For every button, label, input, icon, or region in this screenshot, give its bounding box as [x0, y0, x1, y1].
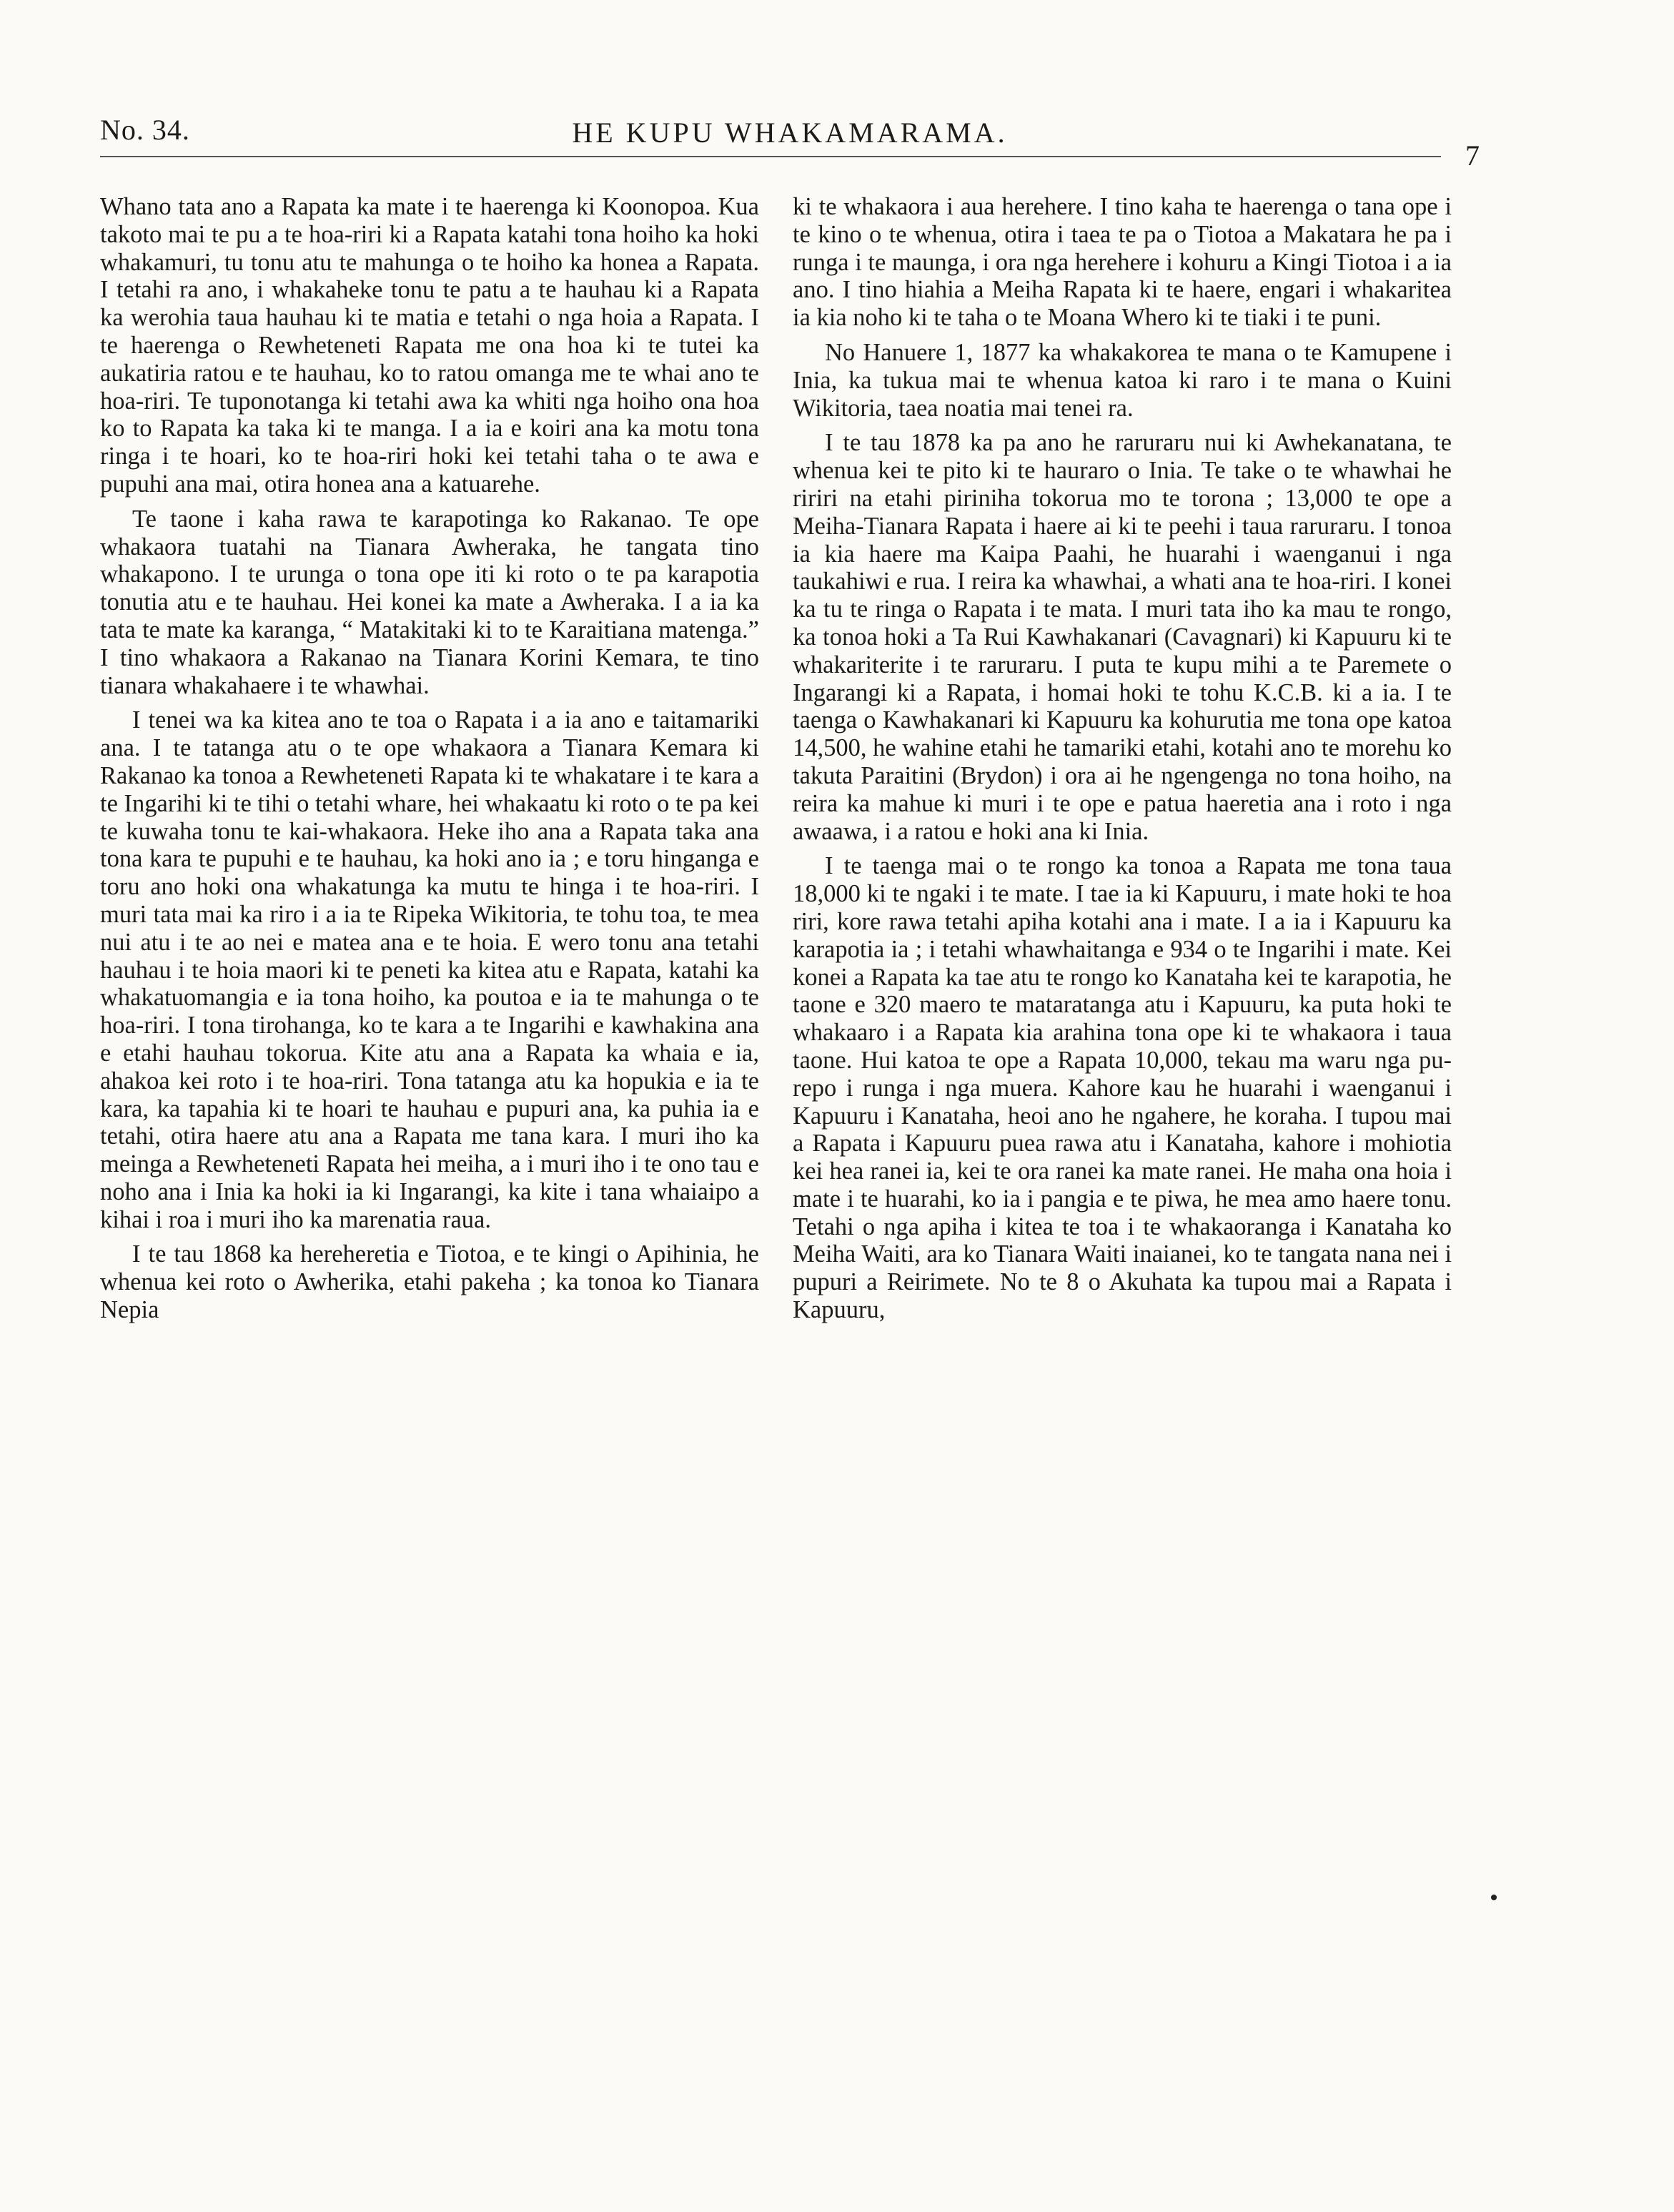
right-column: [793, 193, 1452, 1331]
paragraph: I te taenga mai o te rongo ka tonoa a Rapata me tona taua 18,000 ki te ngaki i te mate. I tae ia ki Kapuuru, i mate hoki te hoa riri, kore rawa tetahi apiha kotahi ana i mate. I a ia i Kapuuru ka karapotia ia ; i tetahi whawhaitanga e 934 o te Ingarihi i mate. Kei konei a Rapata ka tae atu te rongo ko Kanataha kei te karapotia, he taone e 320 maero te mataratanga atu i Kapuuru, ka puta hoki te whakaaro i a Rapata kia arahina tona ope ki te whakaora i taua taone. Hui katoa te ope a Rapata 10,000, tekau ma waru nga pu-repo i runga i nga muera. Kahore kau he huarahi i waenganui i Kapuuru i Kanataha, heoi ano he ngahere, he koraha. I tupou mai a Rapata i Kapuuru puea rawa atu i Kanataha, kahore i mohiotia kei hea ranei ia, kei te ora ranei ka mate ranei. He maha ona hoia i mate i te huarahi, ko ia i pangia e te piwa, he mea amo haere tonu. Tetahi o nga apiha i kitea te toa i te whakaoranga i Kanataha ko Meiha Waiti, ara ko Tianara Waiti inaianei, ko te tangata nana nei i pupuri a Reirimete. No te 8 o Akuhata ka tupou mai a Rapata i Kapuuru,: [793, 852, 1452, 1324]
issue-number: No. 34.: [100, 114, 190, 146]
paragraph: Whano tata ano a Rapata ka mate i te haerenga ki Koonopoa. Kua takoto mai te pu a te hoa-riri ki a Rapata katahi tona hoiho ka hoki whakamuri, tu tonu atu te mahunga o te hoiho ka honea a Rapata. I tetahi ra ano, i whakaheke tonu te patu a te hauhau ki a Rapata ka werohia taua hauhau ki te matia e tetahi o nga hoia a Rapata. I te haerenga o Rewheteneti Rapata me ona hoa ki te tutei ka aukatiria ratou e te hauhau, ko to ratou omanga me te whai ano te hoa-riri. Te tuponotanga ki tetahi awa ka whiti nga hoiho ona hoa ko to Rapata ka taka ki te manga. I a ia e koiri ana ka motu tona ringa i te hoari, ko te hoa-riri hoki kei tetahi taha o te awa e pupuhi ana mai, otira honea ana a katuarehe.: [100, 193, 759, 498]
paragraph: I te tau 1878 ka pa ano he raruraru nui ki Awhekanatana, te whenua kei te pito ki te hauraro o Inia. Te take o te whawhai he ririri na etahi piriniha tokorua mo te torona ; 13,000 te ope a Meiha-Tianara Rapata i haere ai ki te peehi i taua raruraru. I tonoa ia kia haere ma Kaipa Paahi, he huarahi i waenganui i nga taukahiwi e rua. I reira ka whawhai, a whati ana te hoa-riri. I konei ka tu te ringa o Rapata i te mata. I muri tata iho ka mau te rongo, ka tonoa hoki a Ta Rui Kawhakanari (Cavagnari) ki Kapuuru ki te whakariterite i te raruraru. I puta te kupu mihi a te Paremete o Ingarangi ki a Rapata, i homai hoki te tohu K.C.B. ki a ia. I te taenga o Kawhakanari ki Kapuuru ka kohurutia me tona ope katoa 14,500, he wahine etahi he tamariki etahi, kotahi ano te morehu ko takuta Paraitini (Brydon) i ora ai he ngengenga no tona hoiho, na reira ka mahue ki muri i te ope e patua haeretia ana i roto i nga awaawa, i a ratou e hoki ana ki Inia.: [793, 429, 1452, 845]
header-rule: [100, 156, 1441, 157]
paragraph: ki te whakaora i aua herehere. I tino kaha te haerenga o tana ope i te kino o te whenua, otira i taea te pa o Tiotoa a Makatara he pa i runga i te maunga, i ora nga herehere i kohuru a Kingi Tiotoa i a ia ano. I tino hiahia a Meiha Rapata ki te haere, engari i whakaritea ia kia noho ki te taha o te Moana Whero ki te tiaki i te puni.: [793, 193, 1452, 332]
page-number: 7: [1465, 139, 1480, 172]
publication-title: HE KUPU WHAKAMARAMA.: [572, 117, 1008, 149]
ink-speck: [1491, 1895, 1497, 1900]
paragraph: I tenei wa ka kitea ano te toa o Rapata i a ia ano e taitamariki ana. I te tatanga atu o te ope whakaora a Tianara Kemara ki Rakanao ka tonoa a Rewheteneti Rapata ki te whakatare i te kara a te Ingarihi ki te tihi o tetahi whare, hei whakaatu ki roto o te pa kei te kuwaha tonu te kai-whakaora. Heke iho ana a Rapata taka ana tona kara te pupuhi e te hauhau, ka hoki ano ia ; e toru hinganga e toru ano hoki ona whakatunga ka mutu te hinga i te hoa-riri. I muri tata mai ka riro i a ia te Ripeka Wikitoria, te tohu toa, te mea nui atu i te ao nei e matea ana e te hoia. E wero tonu ana tetahi hauhau i te hoia maori ki te peneti ka kitea atu e Rapata, katahi ka whakatuomangia e ia tona hoiho, ka poutoa e ia te mahunga o te hoa-riri. I tona tirohanga, ko te kara a te Ingarihi e kawhakina ana e etahi hauhau tokorua. Kite atu ana a Rapata ka whaia e ia, ahakoa kei roto i te hoa-riri. Tona tatanga atu ka hopukia e ia te kara, ka tapahia ki te hoari te hauhau e pupuri ana, ka puhia ia e tetahi, otira haere atu ana a Rapata me tana kara. I muri iho ka meinga a Rewheteneti Rapata hei meiha, a i muri iho i te ono tau e noho ana i Inia ka hoki ia ki Ingarangi, ka kite i tana whaiaipo a kihai i roa i muri iho ka marenatia raua.: [100, 706, 759, 1233]
paragraph: I te tau 1868 ka hereheretia e Tiotoa, e te kingi o Apihinia, he whenua kei roto o Awherika, etahi pakeha ; ka tonoa ko Tianara Nepia: [100, 1240, 759, 1324]
left-column: [100, 193, 759, 1331]
paragraph: Te taone i kaha rawa te karapotinga ko Rakanao. Te ope whakaora tuatahi na Tianara Awheraka, he tangata tino whakapono. I te urunga o tona ope iti ki roto o te pa karapotia tonutia atu e te hauhau. Hei konei ka mate a Awheraka. I a ia ka tata te mate ka karanga, “ Matakitaki ki to te Karaitiana matenga.” I tino whakaora a Rakanao na Tianara Korini Kemara, te tino tianara whakahaere i te whawhai.: [100, 505, 759, 699]
paragraph: No Hanuere 1, 1877 ka whakakorea te mana o te Kamupene i Inia, ka tukua mai te whenua katoa ki raro i te mana o Kuini Wikitoria, taea noatia mai tenei ra.: [793, 338, 1452, 422]
page-header: [100, 113, 1480, 170]
